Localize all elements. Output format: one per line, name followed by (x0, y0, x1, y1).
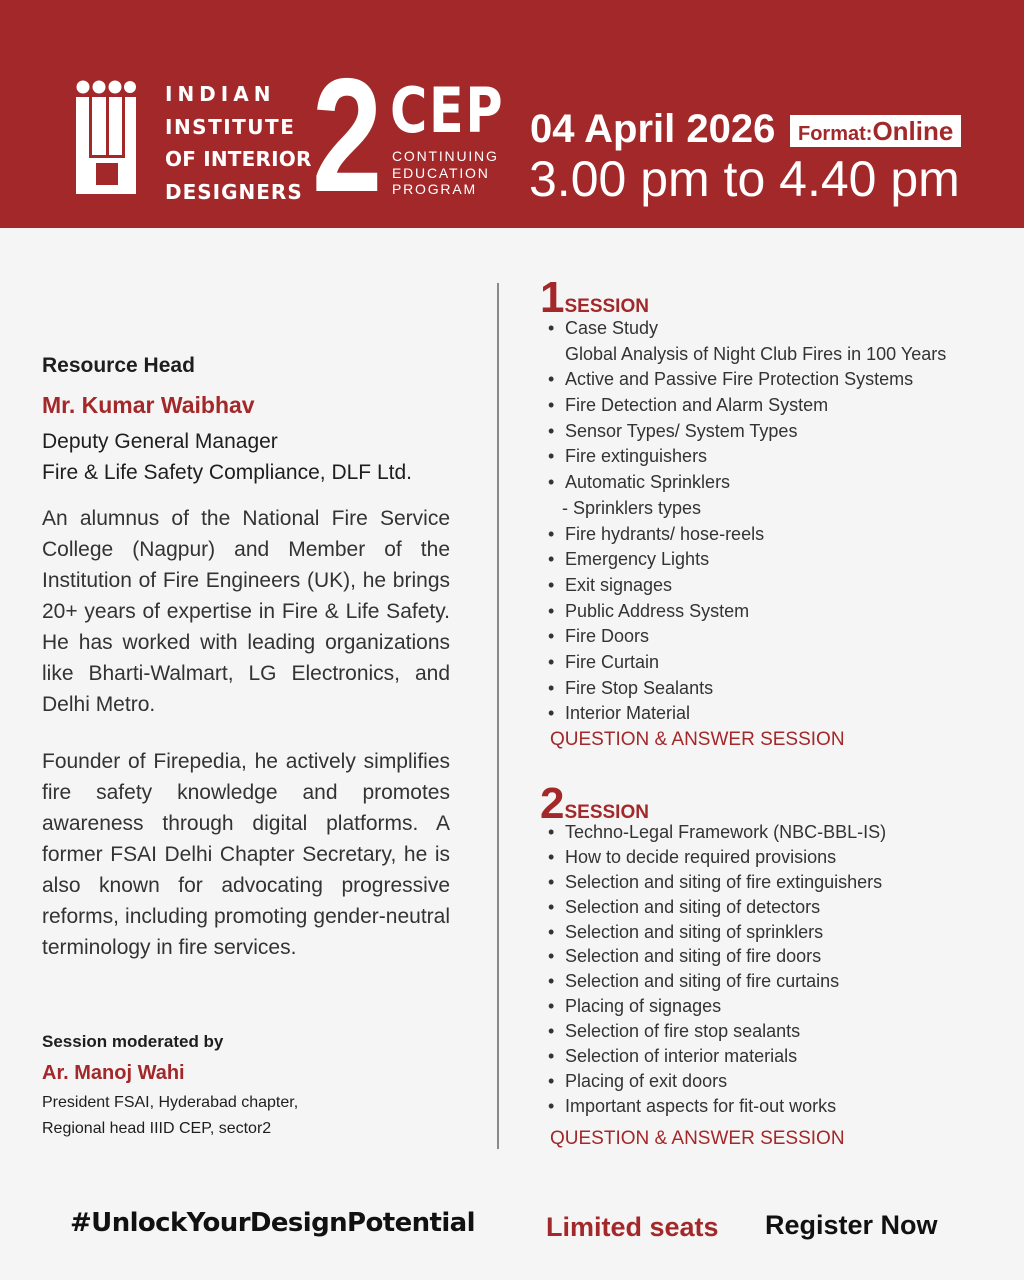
session-1-qa: QUESTION & ANSWER SESSION (550, 729, 845, 750)
list-item: • Fire Doors (548, 624, 946, 650)
speaker-role (42, 426, 450, 488)
bio-paragraph: Founder of Firepedia, he actively simplifies fire safety knowledge and promotes awareness through digital platforms. A former FSAI Delhi Chapter Secretary, he is also known for advocating progressive reforms, including promoting gender-neutral terminology in fire services. (42, 750, 450, 959)
event-date: 04 April 2026 (530, 107, 776, 151)
list-item: • Sensor Types/ System Types (548, 419, 946, 445)
list-item: • Placing of exit doors (548, 1069, 886, 1094)
speaker-role-line: Deputy General Manager (42, 430, 278, 453)
session-2-qa: QUESTION & ANSWER SESSION (550, 1128, 845, 1149)
list-item: - Sprinklers types (562, 497, 702, 518)
program-number: 2 (312, 45, 383, 226)
format-badge (790, 115, 961, 147)
event-time: 3.00 pm to 4.40 pm (529, 151, 960, 207)
iiid-logo-icon (76, 80, 136, 194)
list-item: • Fire Curtain (548, 650, 946, 676)
list-item: • Fire Stop Sealants (548, 676, 946, 702)
list-item: • Selection and siting of fire extinguishers (548, 870, 886, 895)
resource-head-label: Resource Head (42, 354, 195, 377)
institute-name (165, 78, 312, 208)
session-2-topics (548, 820, 886, 1119)
list-item: • Selection and siting of fire curtains (548, 969, 886, 994)
bio-paragraph: An alumnus of the National Fire Service College (Nagpur) and Member of the Institution of Fire Engineers (UK), he brings 20+ years of expertise in Fire & Life Safety. He has worked with leading organizations like Bharti-Walmart, LG Electronics, and Delhi Metro. (42, 507, 450, 716)
moderator-role-line: President FSAI, Hyderabad chapter, (42, 1094, 299, 1111)
session-number: 1 (540, 273, 565, 322)
hashtag: #UnlockYourDesignPotential (70, 1208, 475, 1238)
header-banner (0, 0, 1024, 228)
column-divider (497, 283, 499, 1149)
list-item: • Techno-Legal Framework (NBC-BBL-IS) (548, 820, 886, 845)
list-item: • Selection of fire stop sealants (548, 1019, 886, 1044)
list-item: Global Analysis of Night Club Fires in 100 Years (565, 343, 947, 364)
list-item: • Public Address System (548, 599, 946, 625)
list-item: • Selection and siting of detectors (548, 895, 886, 920)
list-item: • Fire extinguishers (548, 444, 946, 470)
session-1-topics (548, 316, 946, 727)
format-value: Online (872, 116, 954, 146)
list-item: • Important aspects for fit-out works (548, 1094, 886, 1119)
list-item: • Fire hydrants/ hose-reels (548, 522, 946, 548)
session-number: 2 (540, 779, 565, 828)
list-item: • Interior Material (548, 701, 946, 727)
moderator-name: Ar. Manoj Wahi (42, 1062, 185, 1084)
list-item: • Case Study (548, 316, 946, 342)
register-now-cta[interactable]: Register Now (765, 1210, 938, 1240)
moderator-role (42, 1090, 450, 1142)
list-item: • Active and Passive Fire Protection Systems (548, 367, 946, 393)
program-abbr: CEP (390, 74, 505, 147)
speaker-name: Mr. Kumar Waibhav (42, 392, 255, 418)
moderator-role-line: Regional head IIID CEP, sector2 (42, 1120, 272, 1137)
program-line: EDUCATION (392, 164, 490, 181)
institute-line: INDIAN (165, 82, 276, 106)
list-item: • How to decide required provisions (548, 845, 886, 870)
list-item: • Automatic Sprinklers (548, 470, 946, 496)
session-1-heading (540, 273, 649, 322)
program-full-name (392, 148, 499, 198)
program-line: CONTINUING (392, 148, 499, 164)
program-line: PROGRAM (392, 181, 477, 197)
session-title: SESSION (564, 296, 649, 317)
speaker-role-line: Fire & Life Safety Compliance, DLF Ltd. (42, 461, 412, 484)
limited-seats-label: Limited seats (546, 1212, 719, 1242)
list-item: • Emergency Lights (548, 547, 946, 573)
institute-line: DESIGNERS (165, 179, 303, 204)
list-item: • Exit signages (548, 573, 946, 599)
institute-line: OF INTERIOR (165, 147, 312, 171)
list-item: • Selection and siting of fire doors (548, 944, 886, 969)
speaker-bio (42, 503, 450, 989)
format-label: Format: (798, 123, 873, 145)
session-title: SESSION (564, 802, 649, 823)
list-item: • Placing of signages (548, 994, 886, 1019)
moderator-label: Session moderated by (42, 1032, 224, 1051)
institute-line: INSTITUTE (165, 114, 296, 139)
list-item: • Selection and siting of sprinklers (548, 920, 886, 945)
list-item: • Fire Detection and Alarm System (548, 393, 946, 419)
list-item: • Selection of interior materials (548, 1044, 886, 1069)
